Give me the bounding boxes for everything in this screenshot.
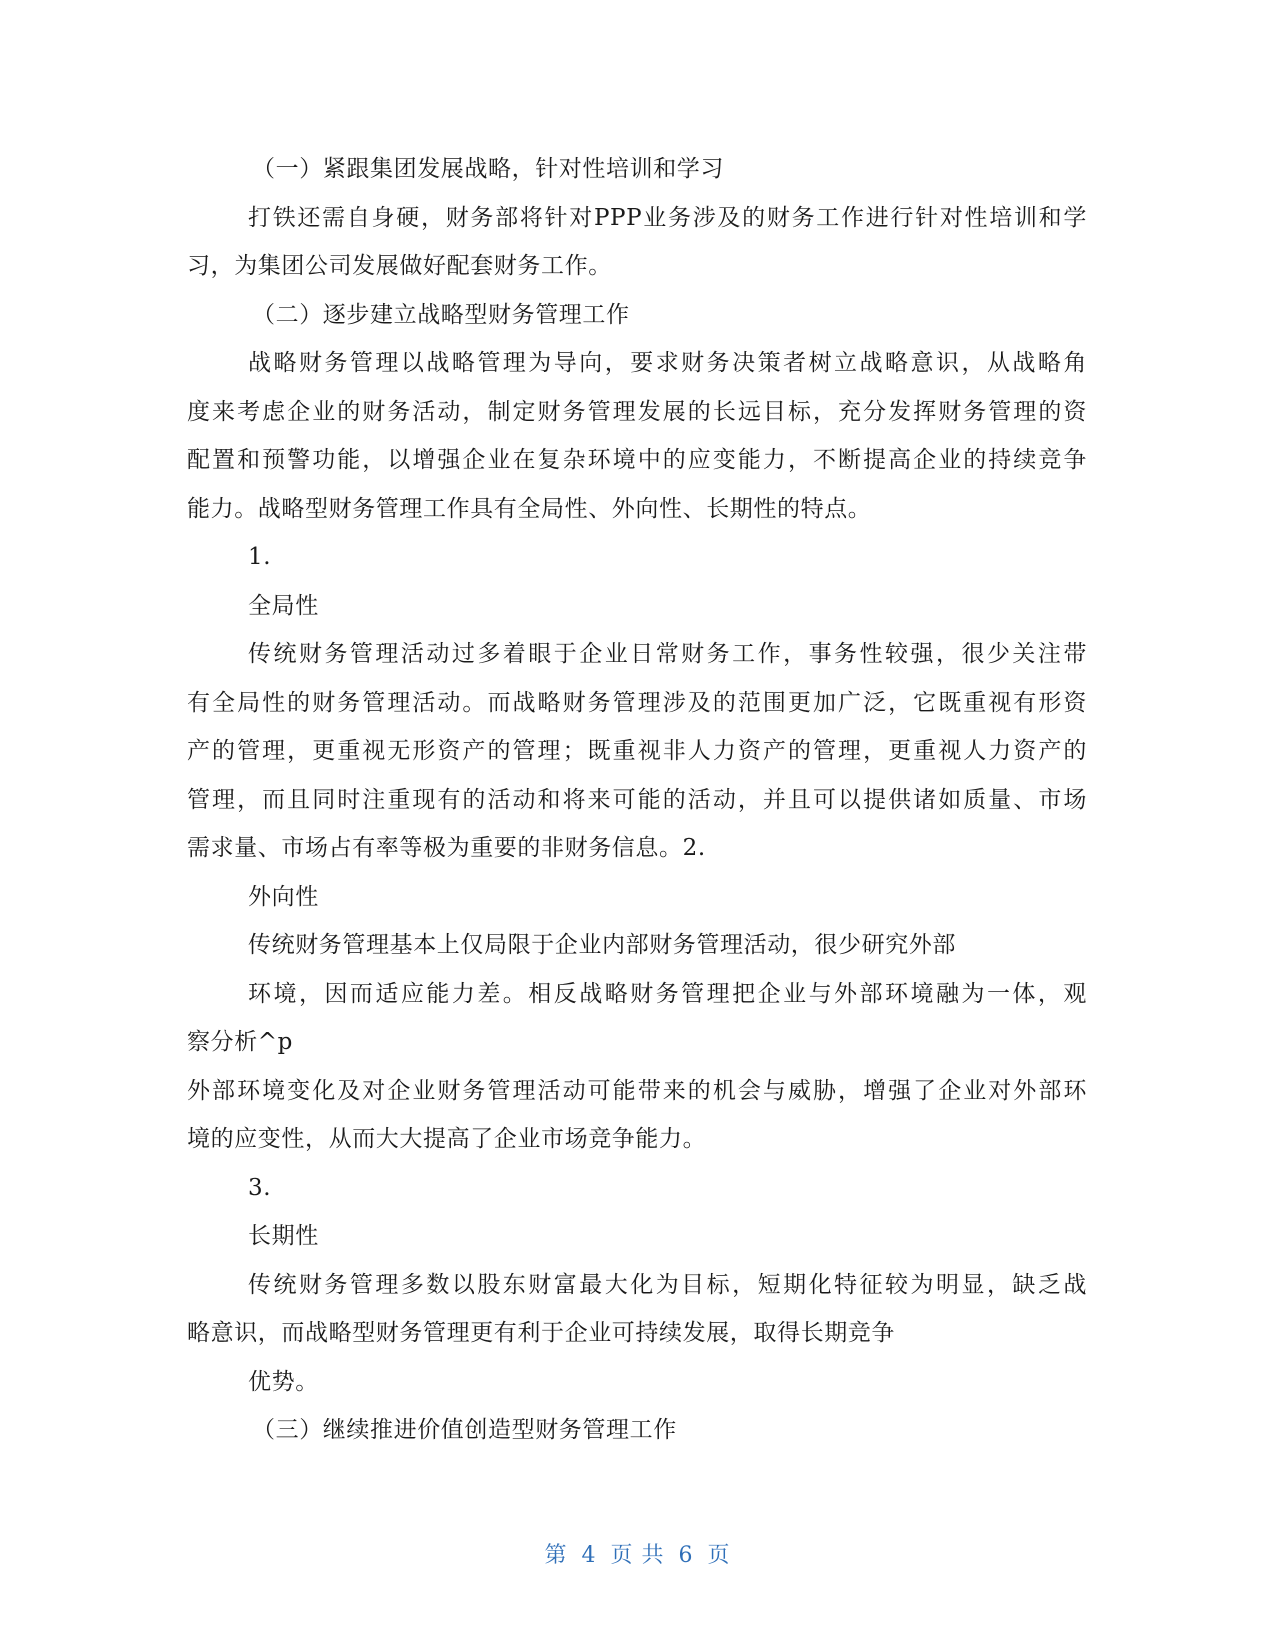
paragraph-line: 传统财务管理基本上仅局限于企业内部财务管理活动，很少研究外部 — [248, 932, 956, 958]
paragraph-line: 优势。 — [248, 1368, 319, 1395]
paragraph-line: 环境，因而适应能力差。相反战略财务管理把企业与外部环境融为一体，观 — [248, 980, 1087, 1007]
subheading: 长期性 — [248, 1223, 319, 1249]
paragraph-line: 外部环境变化及对企业财务管理活动可能带来的机会与威胁，增强了企业对外部环 — [187, 1077, 1087, 1104]
document-body — [187, 145, 1087, 1455]
list-number: 1. — [248, 544, 272, 570]
paragraph-line: 习，为集团公司发展做好配套财务工作。 — [187, 253, 612, 279]
paragraph-line: 有全局性的财务管理活动。而战略财务管理涉及的范围更加广泛，它既重视有形资 — [187, 689, 1087, 716]
paragraph-line: 打铁还需自身硬，财务部将针对PPP业务涉及的财务工作进行针对性培训和学 — [248, 204, 1087, 231]
paragraph-line: 境的应变性，从而大大提高了企业市场竞争能力。 — [187, 1126, 707, 1152]
paragraph-line: 传统财务管理多数以股东财富最大化为目标，短期化特征较为明显，缺乏战 — [248, 1271, 1087, 1298]
footer-middle: 页 共 — [610, 1543, 665, 1568]
subheading: 全局性 — [248, 592, 319, 619]
paragraph-line: 度来考虑企业的财务活动，制定财务管理发展的长远目标，充分发挥财务管理的资 — [187, 398, 1087, 425]
paragraph-line: 略意识，而战略型财务管理更有利于企业可持续发展，取得长期竞争 — [187, 1320, 895, 1346]
paragraph-line: 需求量、市场占有率等极为重要的非财务信息。2. — [187, 835, 706, 861]
page-footer — [0, 1538, 1275, 1569]
paragraph-line: 察分析^p — [187, 1029, 293, 1055]
paragraph-line: 能力。战略型财务管理工作具有全局性、外向性、长期性的特点。 — [187, 495, 872, 522]
paragraph-line: 管理，而且同时注重现有的活动和将来可能的活动，并且可以提供诸如质量、市场 — [187, 786, 1087, 813]
paragraph-line: 战略财务管理以战略管理为导向，要求财务决策者树立战略意识，从战略角 — [248, 350, 1087, 376]
list-number: 3. — [248, 1174, 272, 1201]
paragraph-line: 配置和预警功能，以增强企业在复杂环境中的应变能力，不断提高企业的持续竞争 — [187, 447, 1087, 473]
footer-total-pages: 6 — [678, 1543, 694, 1568]
section-heading-1: （一）紧跟集团发展战略，针对性培训和学习 — [252, 156, 724, 182]
footer-page-number: 4 — [581, 1543, 597, 1568]
paragraph-line: 传统财务管理活动过多着眼于企业日常财务工作，事务性较强，很少关注带 — [248, 641, 1087, 667]
footer-prefix: 第 — [544, 1543, 568, 1568]
subheading: 外向性 — [248, 883, 319, 910]
section-heading-3: （三）继续推进价值创造型财务管理工作 — [252, 1417, 677, 1443]
section-heading-2: （二）逐步建立战略型财务管理工作 — [252, 301, 630, 328]
footer-suffix: 页 — [707, 1543, 731, 1568]
paragraph-line: 产的管理，更重视无形资产的管理；既重视非人力资产的管理，更重视人力资产的 — [187, 738, 1087, 764]
